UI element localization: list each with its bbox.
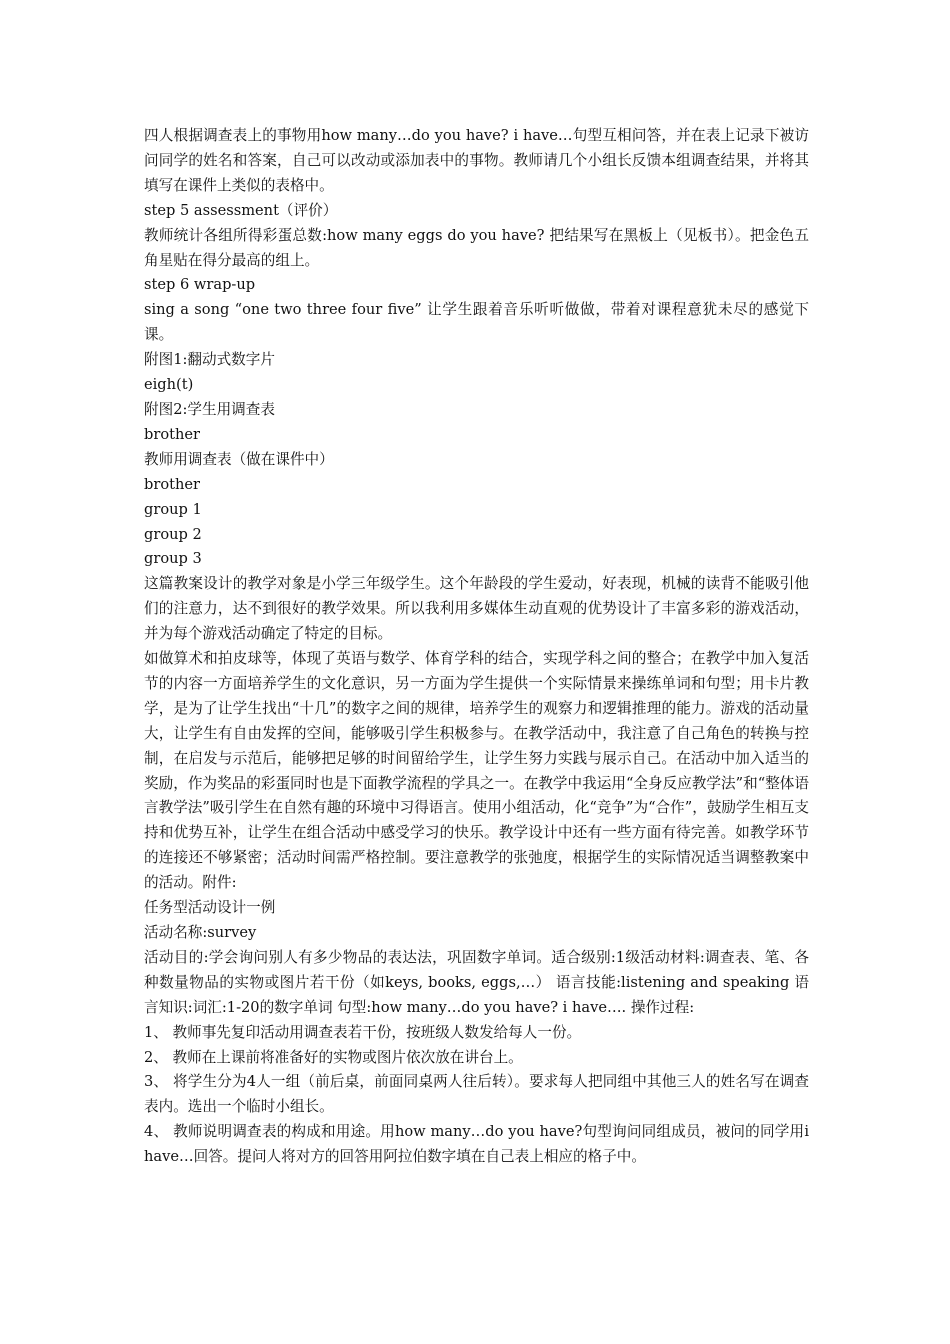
procedure-step-1: 1、 教师事先复印活动用调查表若干份，按班级人数发给每人一份。	[144, 1023, 582, 1041]
procedure-step-3: 3、 将学生分为4人一组（前后桌，前面同桌两人往后转）。要求每人把同组中其他三人的姓名写在调查表内。选出一个临时小组长。	[144, 1073, 809, 1116]
appendix-figure-2-title: 附图2:学生用调查表	[144, 400, 275, 418]
appendix-figure-2-content: brother	[144, 425, 200, 443]
procedure-step-2: 2、 教师在上课前将准备好的实物或图片依次放在讲台上。	[144, 1048, 523, 1066]
appendix-figure-1-content: eigh(t)	[144, 376, 194, 394]
paragraph-assessment: 教师统计各组所得彩蛋总数:how many eggs do you have? 把结果写在黑板上（见板书）。把金色五角星贴在得分最高的组上。	[144, 226, 809, 269]
procedure-step-4: 4、 教师说明调查表的构成和用途。用how many…do you have?句型询问同组成员，被问的同学用i have…回答。提问人将对方的回答用阿拉伯数字填在自己表上相应的格子中。	[144, 1123, 809, 1166]
task-activity-title: 任务型活动设计一例	[144, 899, 276, 917]
activity-goal: 活动目的:学会询问别人有多少物品的表达法，巩固数字单词。适合级别:1级活动材料:调查表、笔、各种数量物品的实物或图片若干份（如keys, books, eggs,…） 语言技能:listening and speaking 语言知识:词汇:1-20的数字单词 句型:how many…do you have? i have…. 操作过程:	[144, 948, 809, 1016]
paragraph-survey-practice: 四人根据调查表上的事物用how many…do you have? i have…句型互相问答，并在表上记录下被访问同学的姓名和答案，自己可以改动或添加表中的事物。教师请几个小组长反馈本组调查结果，并将其填写在课件上类似的表格中。	[144, 127, 809, 194]
teacher-survey-title: 教师用调查表（做在课件中）	[144, 450, 334, 468]
group-2-label: group 2	[144, 525, 202, 543]
activity-name: 活动名称:survey	[144, 924, 257, 941]
paragraph-design-reflection: 这篇教案设计的教学对象是小学三年级学生。这个年龄段的学生爱动，好表现，机械的读背不能吸引他们的注意力，达不到很好的教学效果。所以我利用多媒体生动直观的优势设计了丰富多彩的游戏活动，并为每个游戏活动确定了特定的目标。	[144, 575, 809, 643]
teacher-survey-content: brother	[144, 475, 200, 493]
paragraph-wrap-up: sing a song “one two three four five” 让学生跟着音乐听听做做，带着对课程意犹未尽的感觉下课。	[144, 301, 809, 344]
paragraph-design-details: 如做算术和拍皮球等，体现了英语与数学、体育学科的结合，实现学科之间的整合；在教学中加入复活节的内容一方面培养学生的文化意识，另一方面为学生提供一个实际情景来操练单词和句型；用卡片教学，是为了让学生找出“十几”的数字之间的规律，培养学生的观察力和逻辑推理的能力。游戏的活动量大，让学生有自由发挥的空间，能够吸引学生积极参与。在教学活动中，我注意了自己角色的转换与控制，在启发与示范后，能够把足够的时间留给学生，让学生努力实践与展示自己。在活动中加入适当的奖励，作为奖品的彩蛋同时也是下面教学流程的学具之一。在教学中我运用“全身反应教学法”和“整体语言教学法”吸引学生在自然有趣的环境中习得语言。使用小组活动，化“竞争”为“合作”，鼓励学生相互支持和优势互补，让学生在组合活动中感受学习的快乐。教学设计中还有一些方面有待完善。如教学环节的连接还不够紧密；活动时间需严格控制。要注意教学的张弛度，根据学生的实际情况适当调整教案中的活动。附件:	[144, 650, 809, 892]
appendix-figure-1-title: 附图1:翻动式数字片	[144, 351, 275, 369]
document-body	[144, 124, 809, 1170]
step-6-heading: step 6 wrap-up	[144, 276, 256, 294]
group-3-label: group 3	[144, 550, 202, 568]
group-1-label: group 1	[144, 500, 202, 518]
step-5-heading: step 5 assessment（评价）	[144, 201, 338, 219]
